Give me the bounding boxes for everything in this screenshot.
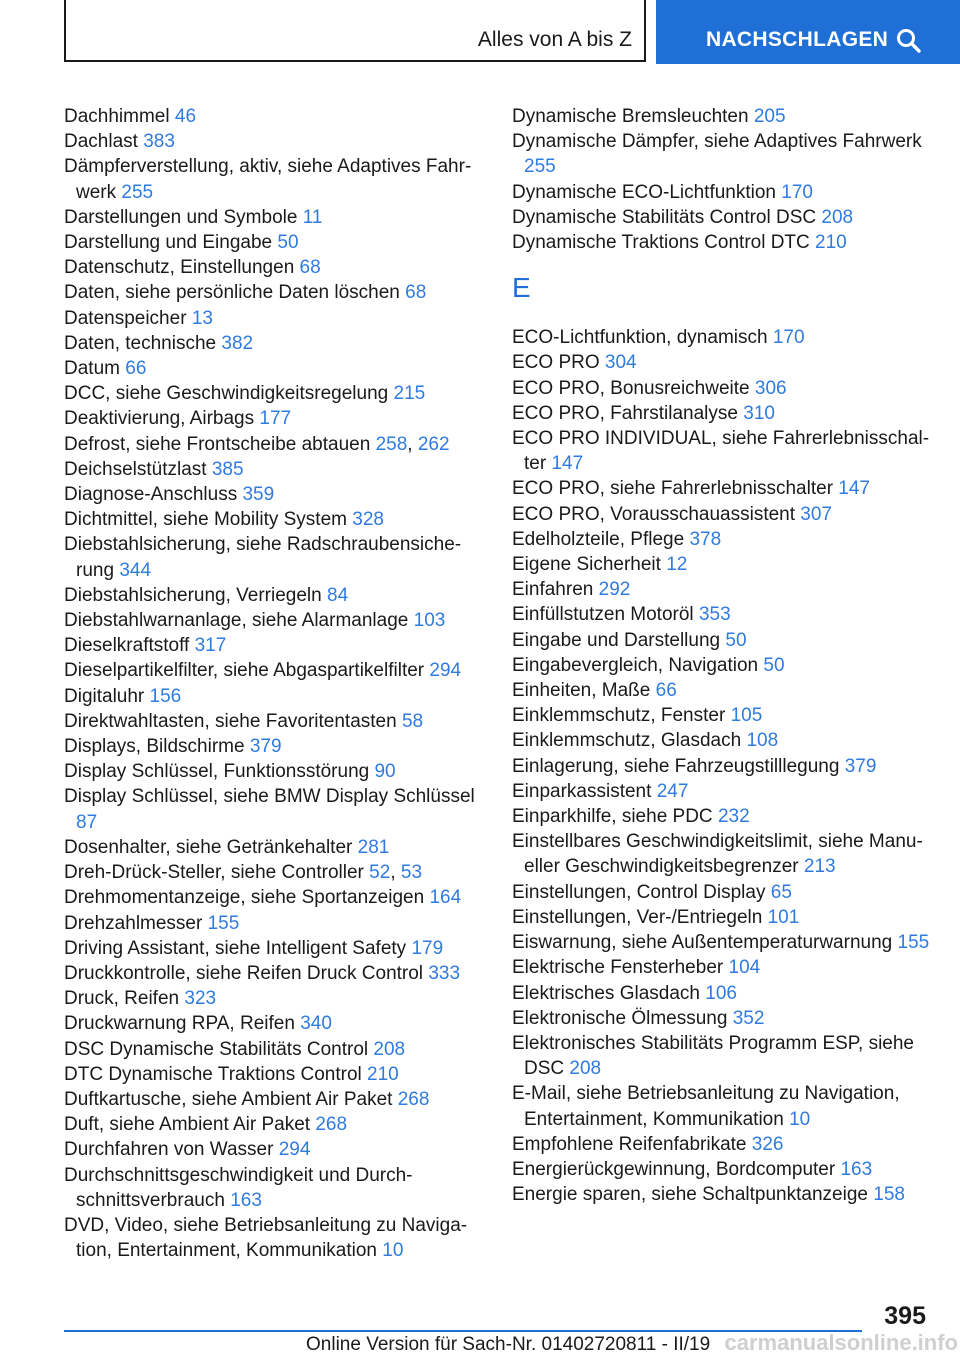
index-entry [64,104,488,129]
index-entry [512,653,932,678]
index-entry [64,205,488,230]
page-link[interactable]: 155 [207,912,240,934]
index-entry [512,804,932,829]
index-entry [64,532,488,582]
page-link[interactable]: 258 [375,433,408,455]
index-entry-text: Einfahren [512,579,594,601]
index-entry-text: ECO PRO INDIVIDUAL, siehe Fahrerlebnisschalter [512,428,930,475]
index-entry [512,1081,932,1131]
index-entry-text: Dynamische Bremsleuchten [512,106,749,127]
index-entry [512,754,932,779]
index-entry [64,1087,488,1112]
index-entry-text: Datum [64,358,120,380]
page-link[interactable]: 304 [604,352,637,374]
index-entry-text: Durchschnittsgeschwindigkeit und Durchschnittsverbrauch [64,1164,413,1211]
index-entry [64,734,488,759]
index-entry-text: Dynamische ECO-Lichtfunktion [512,181,776,203]
page-link[interactable]: 108 [746,730,779,752]
page-link[interactable]: 10 [382,1240,404,1262]
index-entry [512,502,932,527]
index-entry [512,678,932,703]
index-entry-text: Display Schlüssel, Funktionsstörung [64,761,370,783]
index-entry-text: Einstellbares Geschwindigkeitslimit, siehe Manueller Geschwindigkeitsbegrenzer [512,831,923,878]
index-group-d [512,104,932,255]
index-entry [512,728,932,753]
index-entry-text: ECO PRO, Fahrstilanalyse [512,402,738,424]
page-link[interactable]: 378 [689,528,722,550]
page-link[interactable]: 58 [401,710,424,732]
page-link[interactable]: 158 [873,1184,905,1206]
index-entry-text: Eigene Sicherheit [512,554,661,576]
watermark: carmanualsonline.info [724,1330,958,1355]
index-entry-text: Druckwarnung RPA, Reifen [64,1013,295,1035]
page-link[interactable]: 326 [751,1133,784,1155]
page-link[interactable]: 281 [357,836,390,858]
page-link[interactable]: 359 [242,484,275,506]
index-entry [512,104,932,129]
index-entry [512,1006,932,1031]
index-entry [64,482,488,507]
page-link[interactable]: 177 [259,408,292,430]
page-link[interactable]: 292 [598,579,631,601]
page-link[interactable]: 52 [369,862,391,884]
page-link[interactable]: 210 [815,232,847,254]
index-entry-text: Druckkontrolle, siehe Reifen Druck Control [64,962,424,984]
index-entry: Defrost, siehe Frontscheibe abtauen 258, 262 [64,433,450,455]
index-entry-text: Datenschutz, Einstellungen [64,257,295,279]
index-entry [64,1137,488,1162]
index-entry [512,1132,932,1157]
page-link[interactable]: 382 [221,332,254,354]
index-entry-text: Defrost, siehe Frontscheibe abtauen [64,433,371,455]
index-entry-text: Energie sparen, siehe Schaltpunktanzeige [512,1184,868,1206]
index-entry-text: Energierückgewinnung, Bordcomputer [512,1158,836,1180]
index-entry-text: Diebstahlsicherung, Verriegeln [64,584,322,606]
index-entry-text: Duftkartusche, siehe Ambient Air Paket [64,1088,393,1110]
index-entry-text: Eingabe und Darstellung [512,629,721,651]
index-entry [64,911,488,936]
index-entry [64,255,488,280]
index-entry-text: Dreh-Drück-Steller, siehe Controller [64,862,364,884]
page-link[interactable]: 163 [230,1189,262,1211]
index-entry-text: Darstellungen und Symbole [64,206,298,228]
index-entry [64,759,488,784]
page-link[interactable]: 268 [397,1088,430,1110]
index-entry [512,426,932,476]
index-entry-text: ECO PRO, Bonusreichweite [512,377,750,399]
index-entry-text: Daten, technische [64,332,217,354]
page-link[interactable]: 294 [278,1139,311,1161]
index-entry [64,280,488,305]
page-link[interactable]: 208 [373,1038,406,1060]
index-entry [64,633,488,658]
index-entry [64,709,488,734]
page-link[interactable]: 255 [121,181,154,203]
page-link[interactable]: 352 [732,1007,765,1029]
page-link[interactable]: 232 [717,806,750,828]
index-entry-text: DTC Dynamische Traktions Control [64,1063,362,1085]
page-link[interactable]: 323 [184,988,217,1010]
page-link[interactable]: 170 [781,181,813,203]
index-entry [512,905,932,930]
index-entry-text: ECO-Lichtfunktion, dynamisch [512,327,768,349]
page-link[interactable]: 156 [149,685,182,707]
index-entry-text: ECO PRO, siehe Fahrerlebnisschalter [512,478,834,500]
page-link[interactable]: 215 [393,383,426,405]
index-entry [64,331,488,356]
page-link[interactable]: 65 [770,881,792,903]
index-entry [64,835,488,860]
index-entry-text: ECO PRO [512,352,600,374]
page-link[interactable]: 310 [743,402,775,424]
index-entry-text: Eiswarnung, siehe Außentemperaturwarnung [512,932,893,954]
index-entry [512,880,932,905]
index-entry [512,180,932,205]
page-link[interactable]: 213 [803,856,836,878]
index-entry-text: Driving Assistant, siehe Intelligent Safety [64,937,407,959]
index-entry [64,356,488,381]
index-entry [64,1011,488,1036]
index-entry [64,1062,488,1087]
page-link[interactable]: 383 [143,131,175,153]
index-entry-text: Digitaluhr [64,685,145,707]
page-link[interactable]: 13 [191,307,213,329]
index-entry-text: Empfohlene Reifenfabrikate [512,1133,747,1155]
index-entry-text: Dachhimmel [64,106,170,127]
index-entry-text: Deichselstützlast [64,458,207,480]
index-entry [64,154,488,204]
index-entry [512,350,932,375]
index-entry-text: ECO PRO, Vorausschauassistent [512,503,796,525]
nav-reference-tab[interactable] [656,0,960,64]
index-entry [64,658,488,683]
index-entry-text: Daten, siehe persönliche Daten löschen [64,282,400,304]
page-link[interactable]: 101 [767,906,800,928]
page-link[interactable]: 50 [763,654,785,676]
index-entry [64,986,488,1011]
index-entry-text: Einstellungen, Ver-/Entriegeln [512,906,763,928]
index-entry-text: Diebstahlsicherung, siehe Radschraubensicherung [64,534,462,581]
index-entry-text: Darstellung und Eingabe [64,232,273,254]
page-link[interactable]: 68 [405,282,427,304]
page-link[interactable]: 262 [417,433,450,455]
page-link[interactable]: 333 [428,962,461,984]
index-entry-text: Diebstahlwarnanlage, siehe Alarmanlage [64,610,409,632]
index-entry-text: Dämpferverstellung, aktiv, siehe Adaptives Fahrwerk [64,156,472,203]
index-entry [64,457,488,482]
page-link[interactable]: 46 [174,106,197,127]
index-entry-text: Displays, Bildschirme [64,736,245,758]
page-link[interactable]: 247 [656,780,689,802]
index-entry-text: E-Mail, siehe Betriebsanleitung zu Navigation, Entertainment, Kommunikation [512,1083,900,1130]
index-entry-text: Durchfahren von Wasser [64,1139,274,1161]
header-section-tab [64,0,646,62]
index-entry [64,306,488,331]
index-entry-text: DCC, siehe Geschwindigkeitsregelung [64,383,389,405]
index-entry-text: Dosenhalter, siehe Getränkehalter [64,836,353,858]
index-entry [64,507,488,532]
index-entry-text: DVD, Video, siehe Betriebsanleitung zu Navigation, Entertainment, Kommunikation [64,1214,468,1262]
index-entry [64,885,488,910]
page-link[interactable]: 294 [429,660,462,682]
page-link[interactable]: 87 [76,811,98,833]
page-link[interactable]: 163 [840,1158,873,1180]
index-entry [64,961,488,986]
index-entry [64,936,488,961]
page-link[interactable]: 50 [725,629,747,651]
page-link[interactable]: 104 [728,957,761,979]
index-entry [512,930,932,955]
index-entry-text: Deaktivierung, Airbags [64,408,255,430]
page-link[interactable]: 208 [821,206,854,228]
page-link[interactable]: 66 [125,358,147,380]
index-entry [512,829,932,879]
page-link[interactable]: 105 [730,705,763,727]
index-entry-text: Druck, Reifen [64,988,180,1010]
index-entry-text: Einklemmschutz, Fenster [512,705,726,727]
index-entry [512,577,932,602]
page-number: 395 [884,1302,926,1330]
index-column-right [512,104,932,1207]
page-link[interactable]: 353 [698,604,731,626]
index-entry [64,1112,488,1137]
index-entry-text: Einparkassistent [512,780,652,802]
index-entry-text: Einheiten, Maße [512,680,651,702]
index-entry-text: Diagnose-Anschluss [64,484,238,506]
page-link[interactable]: 11 [302,206,323,228]
index-entry [512,476,932,501]
page-link[interactable]: 317 [194,635,227,657]
page-link[interactable]: 205 [753,106,786,127]
index-group-e [512,325,932,1207]
index-entry-text: Drehzahlmesser [64,912,203,934]
index-entry-text: Datenspeicher [64,307,187,329]
index-entry-text: Elektrisches Glasdach [512,982,700,1004]
page-link[interactable]: 306 [754,377,787,399]
index-entry-text: Einlagerung, siehe Fahrzeugstilllegung [512,755,840,777]
index-entry-text: Einfüllstutzen Motoröl [512,604,694,626]
index-column-left [64,104,488,1263]
index-entry-text: Dichtmittel, siehe Mobility System [64,509,347,531]
page-link[interactable]: 66 [655,680,677,702]
page-link[interactable]: 103 [413,610,446,632]
index-entry-text: Elektrische Fensterheber [512,957,724,979]
index-entry [512,628,932,653]
index-entry [64,1213,488,1263]
index-entry-text: Dieselkraftstoff [64,635,190,657]
nav-reference-label: NACHSCHLAGEN [706,28,889,51]
index-entry [512,401,932,426]
page-link[interactable]: 53 [400,862,423,884]
index-entry [512,1182,932,1207]
index-entry-text: Display Schlüssel, siehe BMW Display Schlüssel [64,786,475,808]
page-link[interactable]: 307 [800,503,832,525]
index-entry [512,325,932,350]
index-entry [64,406,488,431]
index-entry-text: Dynamische Stabilitäts Control DSC [512,206,817,228]
page-link[interactable]: 147 [838,478,870,500]
page-link[interactable]: 379 [249,736,282,758]
page-link[interactable]: 84 [327,584,349,606]
page-link[interactable]: 328 [352,509,384,531]
index-entry-text: Einstellungen, Control Display [512,881,766,903]
page-link[interactable]: 106 [705,982,737,1004]
page-link[interactable]: 68 [299,257,321,279]
section-title: Alles von A bis Z [477,28,632,51]
page-link[interactable]: 210 [367,1063,399,1085]
index-entry-text: Dynamische Dämpfer, siehe Adaptives Fahrwerk [512,131,922,153]
page-link[interactable]: 385 [211,458,244,480]
index-entry [64,608,488,633]
index-entry [512,527,932,552]
index-entry-text: Einparkhilfe, siehe PDC [512,806,713,828]
index-entry [512,376,932,401]
page-link[interactable]: 155 [897,932,930,954]
index-entry [512,602,932,627]
page-link[interactable]: 50 [277,232,299,254]
index-entry [512,779,932,804]
index-entry-text: Duft, siehe Ambient Air Paket [64,1114,311,1136]
index-entry [64,684,488,709]
index-entry [512,205,932,230]
index-entry [512,703,932,728]
index-entry [512,981,932,1006]
index-entry-text: Direktwahltasten, siehe Favoritentasten [64,710,397,732]
index-entry-text: Dieselpartikelfilter, siehe Abgaspartikelfilter [64,660,425,682]
index-entry-text: Dynamische Traktions Control DTC [512,232,810,254]
index-entry [512,129,932,179]
index-entry [512,230,932,255]
page-link[interactable]: 10 [789,1108,811,1130]
index-entry [512,1157,932,1182]
page-link[interactable]: 340 [300,1013,332,1035]
index-entry [64,129,488,154]
index-entry-text: Elektronisches Stabilitäts Programm ESP, siehe DSC [512,1032,914,1080]
page-link[interactable]: 379 [844,755,877,777]
index-entry [64,583,488,608]
index-entry [64,1163,488,1213]
index-entry [64,381,488,406]
index-entry [64,784,488,834]
index-entry [512,1031,932,1081]
page-link[interactable]: 170 [772,327,805,349]
index-entry-text: Einklemmschutz, Glasdach [512,730,742,752]
index-entry-text: Dachlast [64,131,138,153]
index-entry [64,230,488,255]
page-link[interactable]: 147 [551,453,584,475]
index-entry [64,1037,488,1062]
index-entry [512,955,932,980]
index-entry-text: Eingabevergleich, Navigation [512,654,759,676]
index-entry-text: DSC Dynamische Stabilitäts Control [64,1038,369,1060]
index-entry [512,552,932,577]
page-link[interactable]: 164 [429,887,462,909]
section-letter-heading: E [512,272,531,304]
index-entry: Dreh-Drück-Steller, siehe Controller 52, 53 [64,862,423,884]
footer-version-text: Online Version für Sach-Nr. 01402720811 - II/19 [306,1334,711,1355]
search-icon[interactable] [896,28,922,54]
page-link[interactable]: 268 [315,1114,348,1136]
index-entry-text: Drehmomentanzeige, siehe Sportanzeigen [64,887,425,909]
page-link[interactable]: 208 [569,1058,602,1080]
page-link[interactable]: 344 [119,559,152,581]
index-entry-text: Elektronische Ölmessung [512,1007,728,1029]
page-link[interactable]: 179 [411,937,444,959]
page-link[interactable]: 90 [374,761,396,783]
page-link[interactable]: 255 [524,156,556,178]
index-entry-text: Edelholzteile, Pflege [512,528,685,550]
page-link[interactable]: 12 [666,554,688,576]
